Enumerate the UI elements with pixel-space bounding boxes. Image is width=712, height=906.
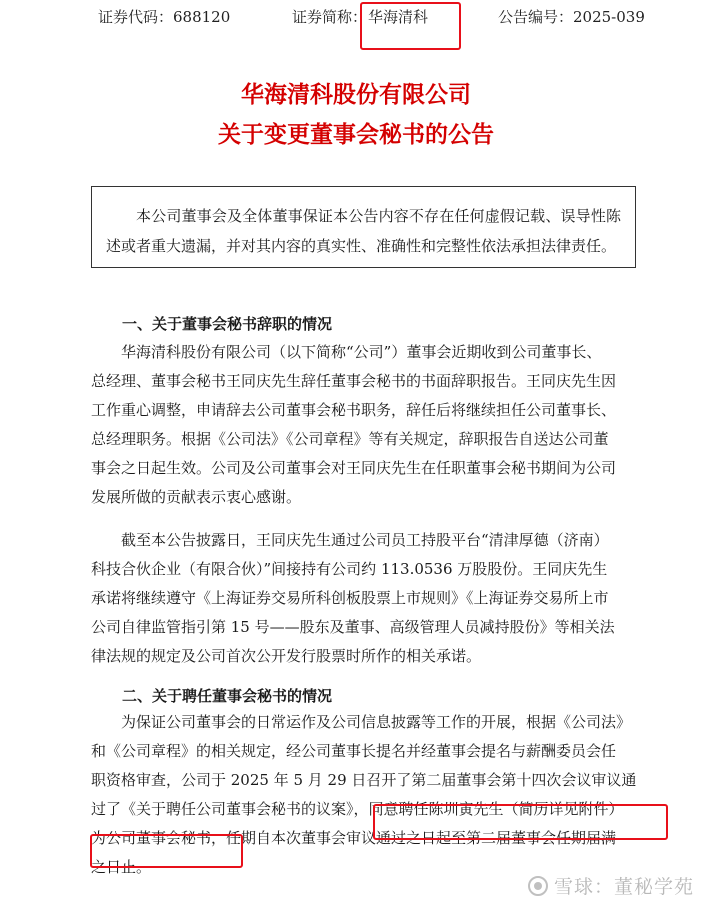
paragraph-resignation — [91, 338, 651, 512]
watermark-text: 雪球：董秘学苑 — [554, 876, 695, 898]
stock-code: 证券代码：688120 — [98, 8, 231, 26]
highlight-box-stock-name — [360, 2, 461, 50]
text-line: 截至本公告披露日，王同庆先生通过公司员工持股平台“清津厚德（济南） — [91, 531, 609, 549]
stock-name-value: 华海清科 — [368, 8, 429, 26]
text-line: 过了《关于聘任公司董事会秘书的议案》，同意聘任陈圳寅先生（简历详见附件） — [91, 800, 624, 818]
text-line: 事会之日起生效。公司及公司董事会对王同庆先生在任职董事会秘书期间为公司 — [91, 459, 617, 477]
announcement-number: 公告编号：2025-039 — [498, 8, 645, 26]
text-line: 工作重心调整，申请辞去公司董事会秘书职务，辞任后将继续担任公司董事长、 — [91, 401, 617, 419]
paragraph-shareholding — [91, 526, 651, 671]
section-heading-resignation: 一、关于董事会秘书辞职的情况 — [122, 315, 333, 333]
section-heading-appointment: 二、关于聘任董事会秘书的情况 — [122, 687, 333, 705]
text-line: 之日止。 — [91, 858, 152, 876]
text-line: 总经理职务。根据《公司法》《公司章程》等有关规定，辞职报告自送达公司董 — [91, 430, 609, 448]
text-line: 华海清科股份有限公司（以下简称“公司”）董事会近期收到公司董事长、 — [91, 343, 602, 361]
text-line: 承诺将继续遵守《上海证券交易所科创板股票上市规则》《上海证券交易所上市 — [91, 589, 609, 607]
text-line: 发展所做的贡献表示衷心感谢。 — [91, 488, 302, 506]
text-line: 总经理、董事会秘书王同庆先生辞任董事会秘书的书面辞职报告。王同庆先生因 — [91, 372, 617, 390]
watermark — [528, 872, 694, 899]
text-line: 科技合伙企业（有限合伙）”间接持有公司约 113.0536 万股股份。王同庆先生 — [91, 560, 608, 578]
text-line: 为保证公司董事会的日常运作及公司信息披露等工作的开展，根据《公司法》 — [91, 713, 632, 731]
highlight-box-appointee — [373, 804, 668, 840]
text-line: 和《公司章程》的相关规定，经公司董事长提名并经董事会提名与薪酬委员会任 — [91, 742, 617, 760]
highlight-box-role — [90, 834, 243, 868]
text-line: 职资格审查，公司于 2025 年 5 月 29 日召开了第二届董事会第十四次会议审议通 — [91, 771, 637, 789]
announcement-title: 关于变更董事会秘书的公告 — [218, 122, 494, 148]
company-title: 华海清科股份有限公司 — [241, 82, 471, 108]
disclaimer-box: 本公司董事会及全体董事保证本公告内容不存在任何虚假记载、误导性陈述或者重大遗漏，并对其内容的真实性、准确性和完整性依法承担法律责任。 — [91, 186, 636, 268]
text-line: 公司自律监管指引第 15 号——股东及董事、高级管理人员减持股份》等相关法 — [91, 618, 615, 636]
snowball-logo-icon — [528, 876, 548, 896]
text-line: 律法规的规定及公司首次公开发行股票时所作的相关承诺。 — [91, 647, 482, 665]
stock-name-label: 证券简称： — [292, 8, 368, 26]
document-header — [0, 4, 712, 28]
text-line: 为公司董事会秘书，任期自本次董事会审议通过之日起至第二届董事会任期届满 — [91, 829, 617, 847]
